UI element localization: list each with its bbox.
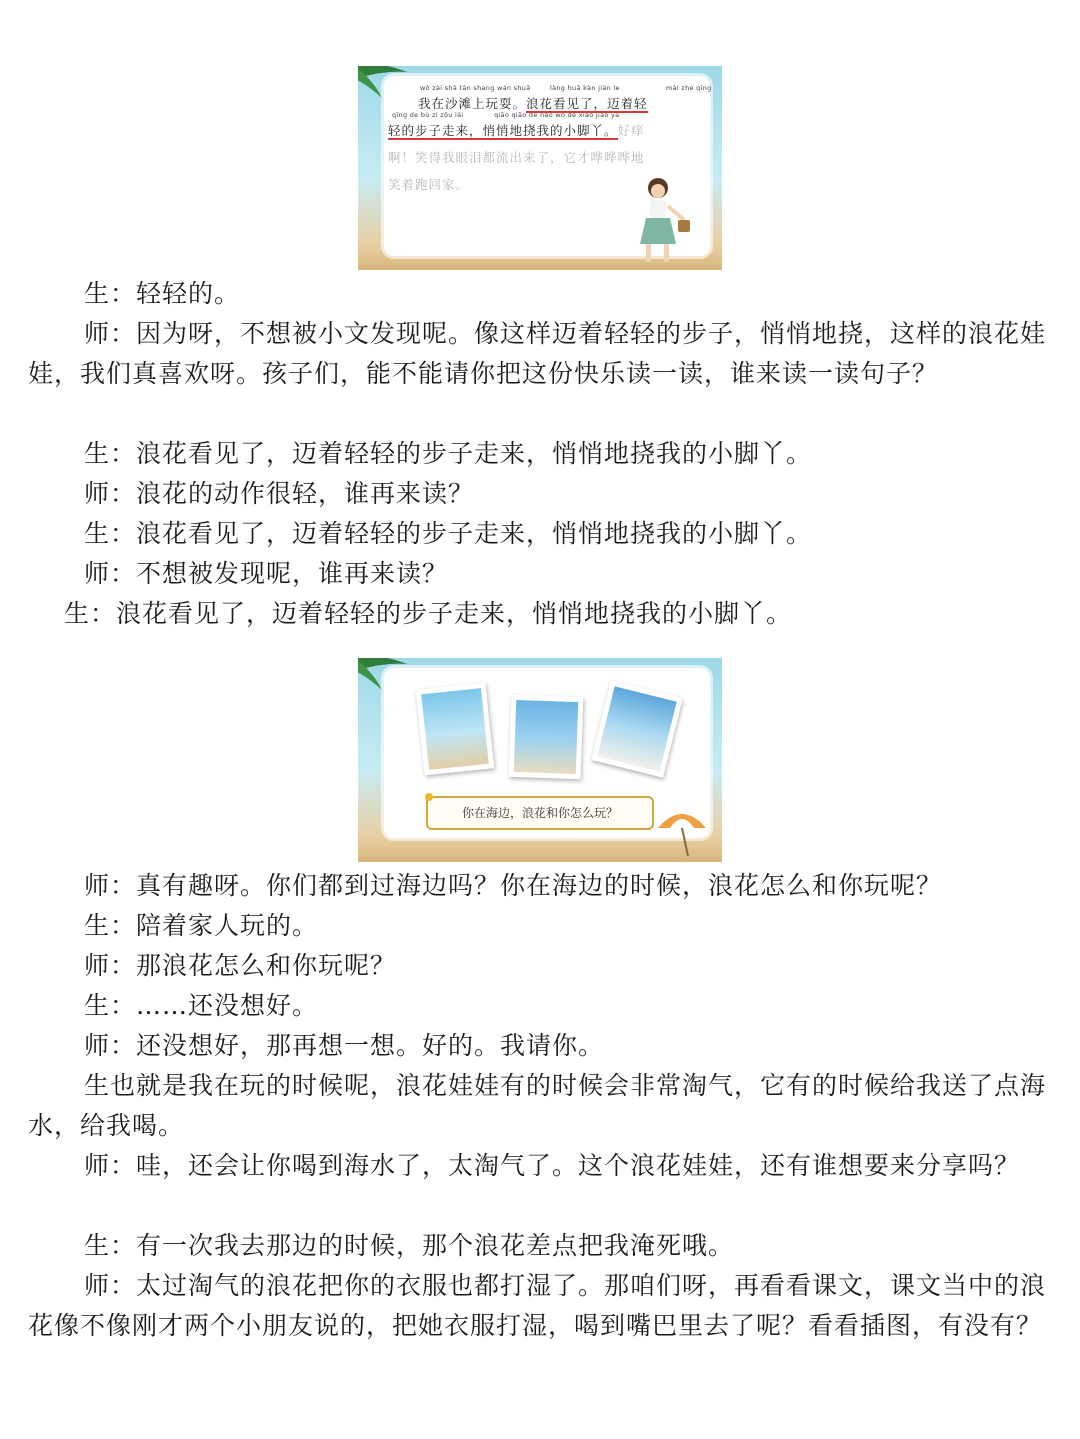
dialogue-line-11: 生：……还没想好。 bbox=[84, 991, 319, 1020]
umbrella-icon bbox=[654, 806, 710, 858]
dialogue-line-16: 师：太过淘气的浪花把你的衣服也都打湿了。那咱们呀，再看看课文，课文当中的浪花像不像刚才两个小朋友说的，把她衣服打湿，喝到嘴巴里去了呢？看看插图，有没有？ bbox=[28, 1271, 1047, 1340]
slide-image-1 bbox=[358, 66, 722, 270]
passage-line-4: 笑着跑回家。 bbox=[388, 177, 470, 192]
dialogue-line-5: 生：浪花看见了，迈着轻轻的步子走来，悄悄地挠我的小脚丫。 bbox=[84, 519, 813, 548]
passage-line-2: 轻的步子走来，悄悄地挠我的小脚丫。 bbox=[388, 123, 618, 138]
dialogue-line-3: 生：浪花看见了，迈着轻轻的步子走来，悄悄地挠我的小脚丫。 bbox=[84, 439, 813, 468]
passage-line-1b: 浪花看见了，迈着轻 bbox=[526, 96, 648, 111]
passage-line-1a: 我在沙滩上玩耍。 bbox=[418, 96, 527, 111]
dialogue-line-1: 生：轻轻的。 bbox=[84, 279, 241, 308]
beach-photo-1 bbox=[416, 683, 495, 776]
passage-line-2-tail: 好痒 bbox=[617, 123, 645, 138]
dialogue-line-10: 师：那浪花怎么和你玩呢？ bbox=[84, 951, 397, 980]
dialogue-line-6: 师：不想被发现呢，谁再来读？ bbox=[84, 559, 449, 588]
pinyin-line-1b: làng huā kàn jiàn le bbox=[550, 84, 620, 92]
sun-icon bbox=[422, 790, 436, 804]
passage-line-3: 啊！笑得我眼泪都流出来了，它才哗哗哗地 bbox=[388, 150, 645, 165]
beach-photo-2 bbox=[509, 695, 584, 779]
dialogue-line-15: 生：有一次我去那边的时候，那个浪花差点把我淹死哦。 bbox=[84, 1231, 735, 1260]
dialogue-line-9: 生：陪着家人玩的。 bbox=[84, 911, 319, 940]
dialogue-line-14: 师：哇，还会让你喝到海水了，太淘气了。这个浪花娃娃，还有谁想要来分享吗？ bbox=[84, 1151, 1021, 1180]
dialogue-line-12: 师：还没想好，那再想一想。好的。我请你。 bbox=[84, 1031, 605, 1060]
girl-illustration-icon bbox=[626, 174, 696, 270]
dialogue-line-2: 师：因为呀，不想被小文发现呢。像这样迈着轻轻的步子，悄悄地挠，这样的浪花娃娃，我们真喜欢呀。孩子们，能不能请你把这份快乐读一读，谁来读一读句子？ bbox=[28, 319, 1047, 388]
dialogue-line-4: 师：浪花的动作很轻，谁再来读？ bbox=[84, 479, 475, 508]
dialogue-line-7: 生：浪花看见了，迈着轻轻的步子走来，悄悄地挠我的小脚丫。 bbox=[64, 599, 793, 628]
dialogue-line-8: 师：真有趣呀。你们都到过海边吗？你在海边的时候，浪花怎么和你玩呢？ bbox=[84, 871, 943, 900]
slide-image-2 bbox=[358, 658, 722, 862]
pinyin-line-1a: wǒ zài shā tān shang wán shuǎ bbox=[420, 84, 531, 92]
question-banner: 你在海边，浪花和你怎么玩？ bbox=[426, 796, 654, 830]
pinyin-line-2b: qiāo qiāo de náo wǒ de xiǎo jiǎo yā bbox=[494, 111, 620, 119]
pinyin-line-1c: mài zhe qīng bbox=[666, 84, 712, 92]
pinyin-line-2a: qīng de bù zi zǒu lái bbox=[392, 111, 464, 119]
dialogue-line-13: 生也就是我在玩的时候呢，浪花娃娃有的时候会非常淘气，它有的时候给我送了点海水，给我喝。 bbox=[28, 1071, 1047, 1140]
